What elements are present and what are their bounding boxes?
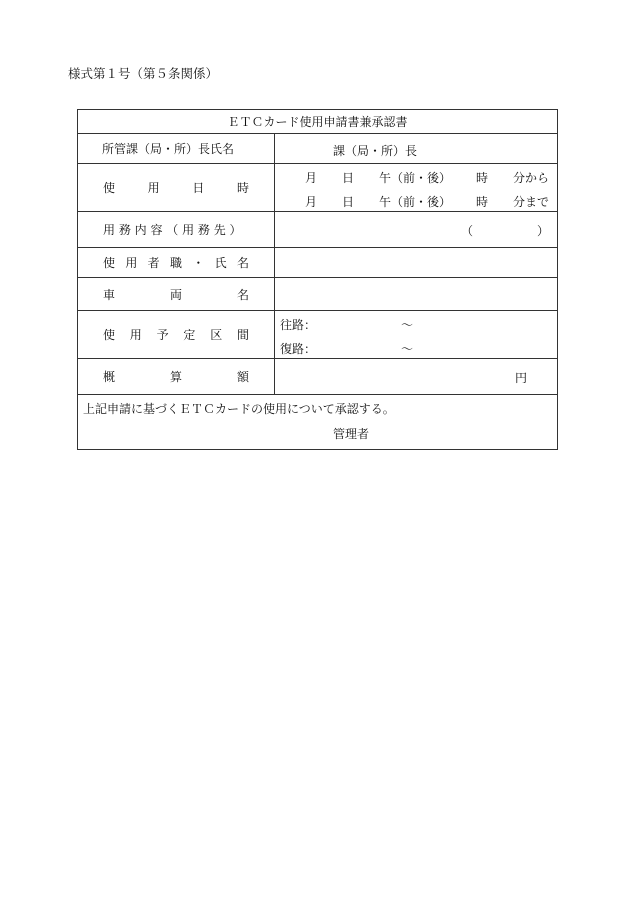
approval-cell (78, 395, 558, 450)
end-day: 日 (342, 195, 355, 209)
return-label: 復路： (280, 342, 317, 356)
label-char: 使 (103, 181, 116, 195)
estimate-label-cell (78, 359, 275, 395)
label-char: 算 (169, 370, 182, 384)
yen-unit: 円 (515, 371, 528, 385)
destination-paren-open: （ (461, 224, 474, 238)
vehicle-label (78, 286, 274, 303)
destination-paren-close: ） (537, 224, 550, 238)
start-month: 月 (305, 171, 318, 185)
vehicle-value-cell[interactable] (275, 278, 558, 311)
label-char: 名 (236, 256, 249, 270)
user-label-cell (78, 248, 275, 278)
label-char: 使 (103, 328, 116, 342)
label-char: 者 (147, 256, 160, 270)
label-char: 用 (125, 256, 138, 270)
vehicle-label-cell (78, 278, 275, 311)
end-minute: 分まで (513, 195, 550, 209)
outbound-tilde: ～ (401, 318, 414, 332)
manager-title: 課（局・所）長 (333, 144, 418, 158)
user-label (78, 254, 274, 271)
estimate-value-cell[interactable] (275, 359, 558, 395)
user-value-cell[interactable] (275, 248, 558, 278)
datetime-label-cell (78, 164, 275, 212)
section-label (78, 326, 274, 343)
end-ampm: 午（前・後） (379, 195, 452, 209)
start-day: 日 (342, 171, 355, 185)
business-value-cell[interactable] (275, 212, 558, 248)
return-tilde: ～ (401, 342, 414, 356)
label-char: 時 (236, 181, 249, 195)
label-char: 区 (210, 328, 223, 342)
form-number: 様式第１号（第５条関係） (68, 66, 219, 81)
manager-label-cell (78, 134, 275, 164)
label-char: 用 (147, 181, 160, 195)
manager-label: 所管課（局・所）長氏名 (102, 142, 235, 156)
etc-card-application-form (77, 109, 558, 450)
datetime-value-cell[interactable] (275, 164, 558, 212)
label-char: 名 (236, 287, 249, 302)
label-char: 概 (103, 370, 116, 384)
label-char: 職 (169, 256, 182, 270)
label-char: 予 (156, 328, 169, 342)
business-label: 用 務 内 容 （ 用 務 先 ） (103, 223, 242, 237)
outbound-label: 往路： (280, 318, 317, 332)
end-month: 月 (305, 195, 318, 209)
label-char: 用 (129, 328, 142, 342)
end-hour: 時 (476, 195, 489, 209)
label-char: 両 (169, 287, 182, 302)
form-title: ＥＴＣカード使用申請書兼承認書 (78, 110, 558, 134)
start-hour: 時 (476, 171, 489, 185)
label-char: 日 (192, 181, 205, 195)
label-char: ・ (192, 256, 205, 270)
label-char: 使 (103, 256, 116, 270)
datetime-label (78, 179, 274, 196)
label-char: 氏 (214, 256, 227, 270)
label-char: 間 (236, 328, 249, 342)
start-minute: 分から (513, 171, 550, 185)
approval-signer: 管理者 (333, 427, 370, 441)
section-label-cell (78, 311, 275, 359)
estimate-label (78, 368, 274, 385)
start-ampm: 午（前・後） (379, 171, 452, 185)
business-label-cell (78, 212, 275, 248)
label-char: 車 (103, 287, 116, 302)
label-char: 額 (236, 370, 249, 384)
section-value-cell[interactable] (275, 311, 558, 359)
manager-value-cell[interactable] (275, 134, 558, 164)
label-char: 定 (183, 328, 196, 342)
approval-statement: 上記申請に基づくＥＴＣカードの使用について承認する。 (83, 402, 395, 416)
